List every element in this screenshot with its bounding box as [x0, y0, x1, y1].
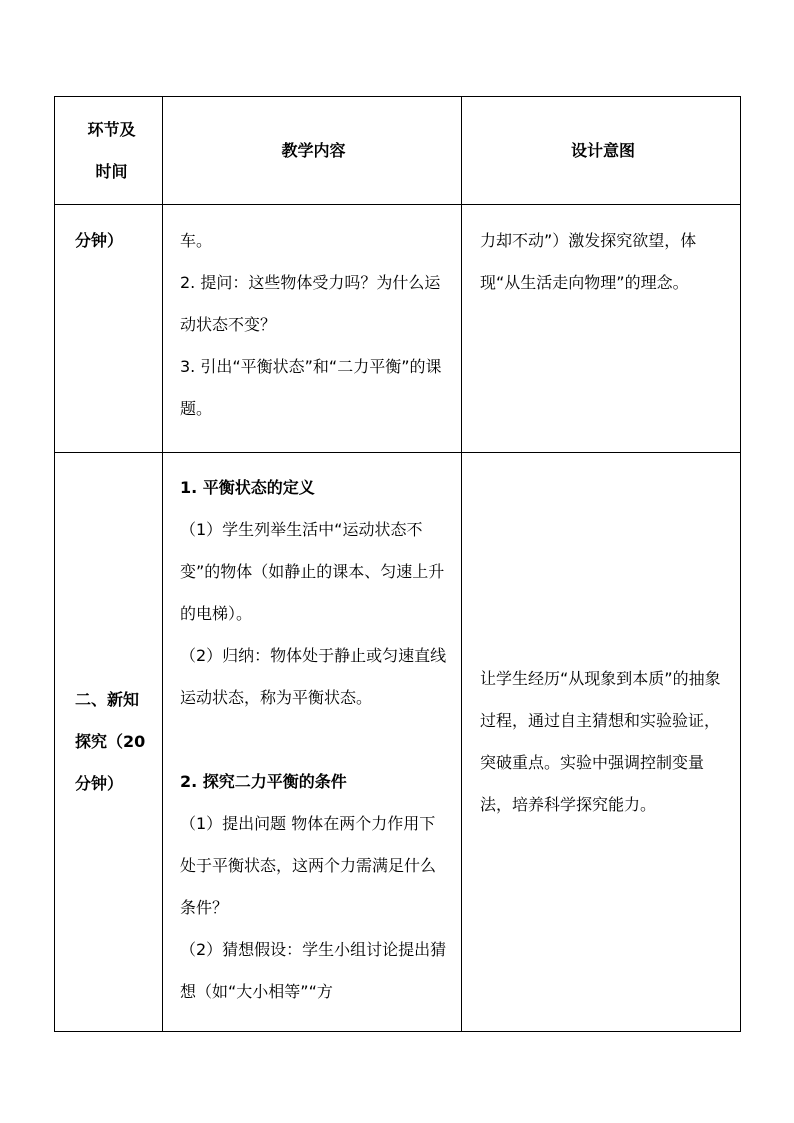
section2-title: 2. 探究二力平衡的条件 [180, 772, 347, 791]
row2-intent-text: 让学生经历“从现象到本质”的抽象过程，通过自主猜想和实验验证，突破重点。实验中强调控制变量法，培养科学探究能力。 [480, 669, 721, 814]
row1-content-line: 2. 提问：这些物体受力吗？为什么运动状态不变？ [180, 273, 441, 334]
row1-intent [462, 205, 741, 453]
row1-content-line: 车。 [180, 231, 213, 250]
header-stage-line2: 时间 [95, 161, 128, 181]
table-row [55, 453, 741, 1032]
header-stage-time [55, 97, 163, 205]
row2-intent [462, 453, 741, 1032]
header-teaching-content: 教学内容 [163, 97, 462, 205]
section2-item: （1）提出问题 物体在两个力作用下处于平衡状态，这两个力需满足什么条件？ [180, 814, 437, 917]
blank-line [180, 719, 447, 761]
lesson-plan-table [54, 96, 741, 1032]
row1-content [163, 205, 462, 453]
row1-stage: 分钟） [55, 205, 163, 453]
header-stage-line1: 环节及 [87, 119, 136, 139]
section1-title: 1. 平衡状态的定义 [180, 478, 315, 497]
row2-stage-line1: 二、新知 [75, 690, 140, 709]
row2-stage [55, 453, 163, 1032]
section1-item: （1）学生列举生活中“运动状态不变”的物体（如静止的课本、匀速上升的电梯）。 [180, 520, 445, 623]
row2-content [163, 453, 462, 1032]
section2-item: （2）猜想假设：学生小组讨论提出猜想（如“大小相等”“方 [180, 940, 447, 1001]
table-row [55, 205, 741, 453]
header-design-intent: 设计意图 [462, 97, 741, 205]
row1-content-line: 3. 引出“平衡状态”和“二力平衡”的课题。 [180, 357, 442, 418]
table-header-row [55, 97, 741, 205]
section1-item: （2）归纳：物体处于静止或匀速直线运动状态，称为平衡状态。 [180, 646, 447, 707]
row2-stage-line3: 分钟） [75, 774, 124, 793]
row2-stage-line2: 探究（20 [75, 732, 146, 751]
row1-intent-text: 力却不动”）激发探究欲望，体现“从生活走向物理”的理念。 [480, 231, 697, 292]
